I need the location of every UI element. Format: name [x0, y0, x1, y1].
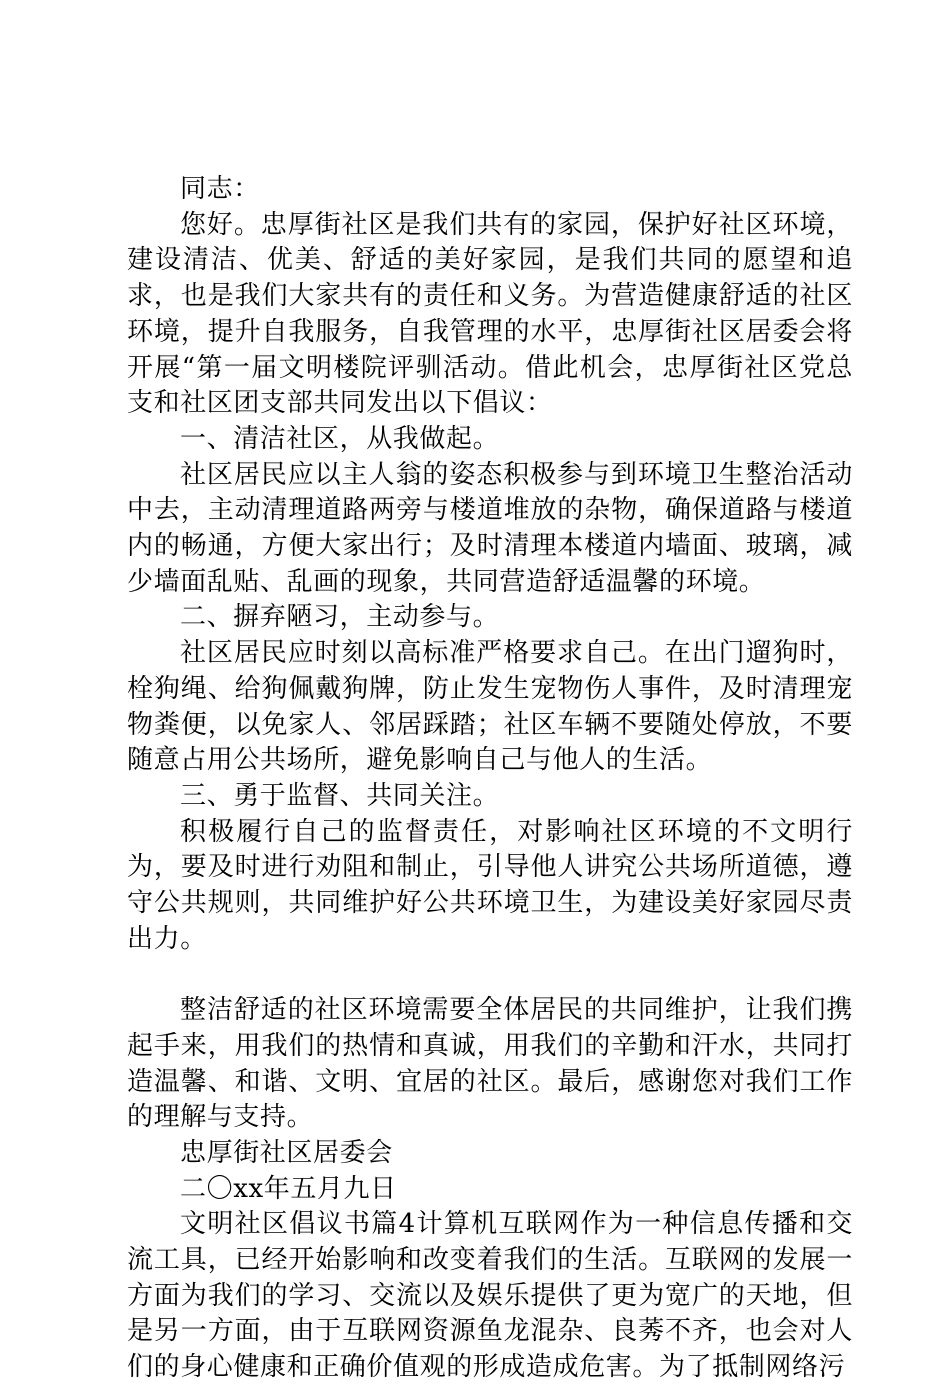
blank-line [127, 957, 853, 993]
paragraph-intro: 您好。忠厚街社区是我们共有的家园，保护好社区环境，建设清洁、优美、舒适的美好家园，是我们共同的愿望和追求，也是我们大家共有的责任和义务。为营造健康舒适的社区环境，提升自我服务，自我管理的水平，忠厚街社区居委会将开展“第一届文明楼院评驯活动。借此机会，忠厚街社区党总支和社区团支部共同发出以下倡议： [127, 209, 853, 419]
paragraph-three: 积极履行自己的监督责任，对影响社区环境的不文明行为，要及时进行劝阻和制止，引导他人讲究公共场所道德，遵守公共规则，共同维护好公共环境卫生，为建设美好家园尽责出力。 [127, 816, 853, 954]
signature: 忠厚街社区居委会 [180, 1137, 393, 1168]
heading-two: 二、摒弃陋习，主动参与。 [180, 602, 500, 633]
date: 二〇xx年五月九日 [180, 1173, 397, 1204]
next-section-paragraph: 文明社区倡议书篇4计算机互联网作为一种信息传播和交流工具，已经开始影响和改变着我们的生活。互联网的发展一方面为我们的学习、交流以及娱乐提供了更为宽广的天地，但是另一方面，由于互联网资源鱼龙混杂、良莠不齐，也会对人们的身心健康和正确价值观的形成造成危害。为了抵制网络污 [127, 1209, 853, 1383]
paragraph-one: 社区居民应以主人翁的姿态积极参与到环境卫生整治活动中去，主动清理道路两旁与楼道堆放的杂物，确保道路与楼道内的畅通，方便大家出行；及时清理本楼道内墙面、玻璃，减少墙面乱贴、乱画的现象，共同营造舒适温馨的环境。 [127, 459, 853, 597]
heading-one: 一、清洁社区，从我做起。 [180, 423, 500, 454]
paragraph-closing: 整洁舒适的社区环境需要全体居民的共同维护，让我们携起手来，用我们的热情和真诚，用我们的辛勤和汗水，共同打造温馨、和谐、文明、宜居的社区。最后，感谢您对我们工作的理解与支持。 [127, 995, 853, 1133]
greeting: 同志： [180, 174, 260, 204]
heading-three: 三、勇于监督、共同关注。 [180, 780, 500, 811]
paragraph-two: 社区居民应时刻以高标准严格要求自己。在出门遛狗时，栓狗绳、给狗佩戴狗牌，防止发生宠物伤人事件，及时清理宠物粪便，以免家人、邻居踩踏；社区车辆不要随处停放，不要随意占用公共场所，避免影响自己与他人的生活。 [127, 638, 853, 776]
document-body [127, 172, 853, 1386]
